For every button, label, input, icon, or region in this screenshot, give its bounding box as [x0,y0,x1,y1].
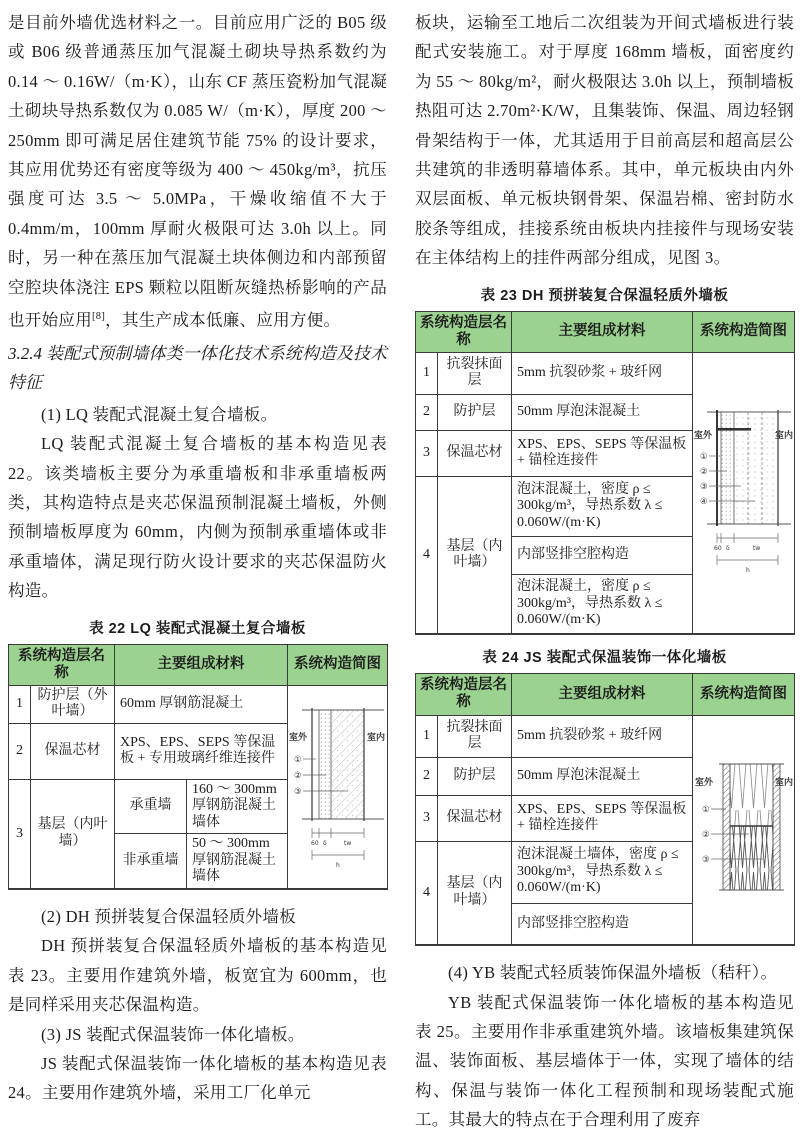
citation-8: [8] [92,311,106,323]
table-24-header-diagram: 系统构造简图 [693,674,795,715]
layer-name: 抗裂抹面层 [438,715,512,757]
paragraph-text: 是目前外墙优选材料之一。目前应用广泛的 B05 级或 B06 级普通蒸压加气混凝土砌块导热系数约为 0.14 ～ 0.16W/（m·K），山东 CF 蒸压瓷粉加气混凝土砌块导热系数仅为 0.085 W/（m·K），厚度 200 ～ 250mm 即可满足居住建筑节能 75% 的设计要求，其应用优势还有密度等级为 400 ～ 450kg/m³，抗压强度可达 3.5 ～ 5.0MPa，干燥收缩值不大于 0.4mm/m，100mm 厚耐火极限可达 3.0h 以上。同时，另一种在蒸压加气混凝土块体侧边和内部预留空腔块体浇注 EPS 颗粒以阻断灰缝热桥影响的产品也开始应用 [8,13,387,330]
table-22-header-material: 主要组成材料 [115,644,288,685]
dh-description: DH 预拼装复合保温轻质外墙板的基本构造见表 23。主要用作建筑外墙，板宽宜为 600mm，也是同样采用夹芯保温构造。 [8,936,387,1015]
lq-wall-diagram [288,697,387,877]
layer-name: 保温芯材 [31,723,115,779]
dim-h: h [336,861,340,869]
layer-2-callout: ② [294,770,302,781]
layer-name: 基层（内叶墙） [31,779,115,889]
paragraph-text: ，其生产成本低廉、应用方便。 [105,310,341,330]
layer-material: 60mm 厚钢筋混凝土 [115,685,288,723]
layer-material: 160 ～ 300mm 厚钢筋混凝土墙体 [187,779,288,834]
dh-wall-diagram [693,398,794,588]
outside-label: 室外 [694,431,713,442]
table-22-header-row [9,644,388,685]
dim-delta: δ [323,839,327,847]
wall-section-diagram [288,685,388,889]
dim-tw: tw [344,839,352,847]
row-no: 4 [416,841,438,945]
inside-label: 室内 [367,732,386,743]
inside-label: 室内 [775,431,794,442]
table-22-block [8,617,387,890]
layer-material: 5mm 抗裂砂浆 + 玻纤网 [512,352,693,394]
row-no: 3 [416,430,438,476]
row-no: 4 [416,476,438,634]
layer-name: 防护层（外叶墙） [31,685,115,723]
outside-label: 室外 [289,732,308,743]
lq-description: LQ 装配式混凝土复合墙板的基本构造见表 22。该类墙板主要分为承重墙板和非承重墙板两类，其构造特点是夹芯保温预制混凝土墙板，外侧预制墙板厚度为 60mm，内侧为预制承重墙体或非承重墙体，满足现行防火设计要求的夹芯保温防火构造。 [8,434,387,601]
right-column [415,8,794,1130]
js-description-start: JS 装配式保温装饰一体化墙板的基本构造见表 24。主要用作建筑外墙，采用工厂化单元 [8,1054,387,1103]
left-column [8,8,387,1130]
table-23 [415,311,795,636]
layer-material: XPS、EPS、SEPS 等保温板 + 锚栓连接件 [512,795,693,841]
table-row [416,352,795,394]
layer-2-callout: ② [702,829,710,840]
dim-delta: δ [726,545,730,553]
table-24-header-material: 主要组成材料 [512,674,693,715]
table-22-title: 表 22 LQ 装配式混凝土复合墙板 [89,620,306,637]
table-row [9,685,388,723]
dim-h: h [746,567,750,575]
layer-name: 抗裂抹面层 [438,352,512,394]
item-4-yb-title: (4) YB 装配式轻质装饰保温外墙板（秸秆）。 [448,963,778,983]
layer-3-callout: ③ [700,482,708,493]
wall-section-diagram [693,352,795,634]
table-24-header-layer: 系统构造层名称 [416,674,512,715]
item-2-dh-title: (2) DH 预拼装复合保温轻质外墙板 [41,906,297,926]
layer-material: 泡沫混凝土，密度 ρ ≤ 300kg/m³，导热系数 λ ≤ 0.060W/(m·K) [512,574,693,634]
outside-label: 室外 [695,777,714,788]
layer-material: 泡沫混凝土墙体，密度 ρ ≤ 300kg/m³，导热系数 λ ≤ 0.060W/(m·K) [512,841,693,903]
item-1-lq-title: (1) LQ 装配式混凝土复合墙板。 [41,404,278,424]
row-no: 3 [416,795,438,841]
row-no: 1 [9,685,31,723]
yb-description: YB 装配式保温装饰一体化墙板的基本构造见表 25。主要用作非承重建筑外墙。该墙板集建筑保温、装饰面板、基层墙体于一体，实现了墙体的结构、保温与装饰一体化工程预制和现场装配式施工。其最大的特点在于合理利用了废弃 [415,992,794,1130]
section-heading-3-2-4: 3.2.4 装配式预制墙体类一体化技术系统构造及技术特征 [8,343,387,393]
table-row [416,715,795,757]
table-22-header-diagram: 系统构造简图 [288,644,388,685]
row-no: 2 [416,757,438,795]
layer-1-callout: ① [700,452,708,463]
table-24 [415,673,795,946]
dim-60: 60 [311,839,319,847]
layer-name: 基层（内叶墙） [438,841,512,945]
table-23-header-row [416,311,795,352]
js-wall-diagram [693,750,794,910]
row-no: 1 [416,715,438,757]
table-23-header-material: 主要组成材料 [512,311,693,352]
table-23-block [415,284,794,636]
table-23-title: 表 23 DH 预拼装复合保温轻质外墙板 [480,287,729,304]
table-23-header-diagram: 系统构造简图 [693,311,795,352]
layer-name: 基层（内叶墙） [438,476,512,634]
table-22 [8,644,388,890]
layer-1-callout: ① [294,754,302,765]
layer-name: 保温芯材 [438,795,512,841]
layer-material: XPS、EPS、SEPS 等保温板 + 专用玻璃纤维连接件 [115,723,288,779]
table-24-block [415,646,794,946]
row-no: 1 [416,352,438,394]
item-3-js-title: (3) JS 装配式保温装饰一体化墙板。 [41,1024,305,1044]
layer-2-callout: ② [700,467,708,478]
layer-material: 5mm 抗裂砂浆 + 玻纤网 [512,715,693,757]
layer-material: 泡沫混凝土，密度 ρ ≤ 300kg/m³，导热系数 λ ≤ 0.060W/(m·K) [512,476,693,536]
row-no: 3 [9,779,31,889]
layer-name: 保温芯材 [438,430,512,476]
layer-name: 防护层 [438,757,512,795]
layer-material: 50mm 厚泡沫混凝土 [512,394,693,430]
wall-type: 承重墙 [115,779,187,834]
inside-label: 室内 [775,777,794,788]
layer-material: 50 ～ 300mm 厚钢筋混凝土墙体 [187,834,288,889]
layer-3-callout: ③ [294,786,302,797]
layer-name: 防护层 [438,394,512,430]
wall-type: 非承重墙 [115,834,187,889]
table-22-header-layer: 系统构造层名称 [9,644,115,685]
layer-3-callout: ③ [702,854,710,865]
paragraph-aerated-concrete [8,8,387,335]
layer-1-callout: ① [702,804,710,815]
wall-section-diagram [693,715,795,945]
row-no: 2 [9,723,31,779]
dim-tw: tw [753,545,761,553]
table-24-header-row [416,674,795,715]
row-no: 2 [416,394,438,430]
table-24-title: 表 24 JS 装配式保温装饰一体化墙板 [482,650,727,667]
dim-60: 60 [714,545,722,553]
table-23-header-layer: 系统构造层名称 [416,311,512,352]
layer-material: XPS、EPS、SEPS 等保温板 + 锚栓连接件 [512,430,693,476]
layer-material: 50mm 厚泡沫混凝土 [512,757,693,795]
layer-material: 内部竖排空腔构造 [512,536,693,574]
layer-4-callout: ④ [700,497,708,508]
layer-material: 内部竖排空腔构造 [512,903,693,945]
js-description-continued: 板块，运输至工地后二次组装为开间式墙板进行装配式安装施工。对于厚度 168mm 墙板，面密度约为 55 ～ 80kg/m²，耐火极限达 3.0h 以上，预制墙板热阻可达 2.70m²·K/W，且集装饰、保温、周边轻钢骨架结构于一体，尤其适用于目前高层和超高层公共建筑的非透明幕墙体系。其中，单元板块由内外双层面板、单元板块钢骨架、保温岩棉、密封防水胶条等组成，挂接系统由板块内挂接件与现场安装在主体结构上的挂件两部分组成，见图 3。 [415,13,794,268]
